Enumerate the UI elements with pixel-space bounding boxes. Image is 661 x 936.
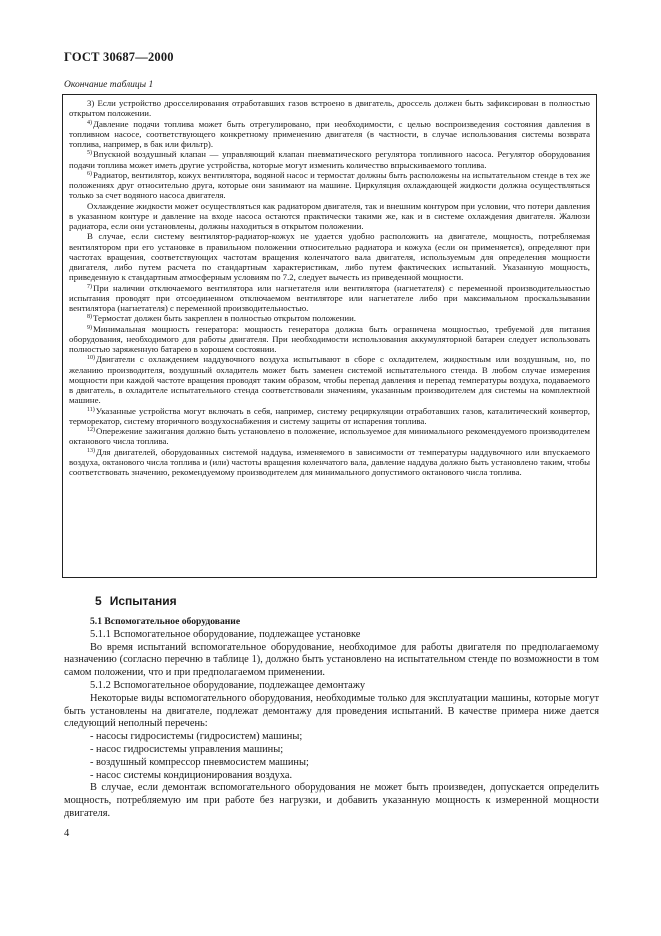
section-body — [64, 616, 599, 821]
footnote-mark: 6) — [87, 170, 92, 177]
table-note: В случае, если систему вентилятор-радиатор-кожух не удается удобно расположить на двигателе, мощность, потребляемая вентилятором при его установке в правильном положении относительно радиатора и кожуха (если он применяется), определяют при частотах вращения, соответствующих частотам вращения коленчатого вала двигателя, используемым для определения мощности двигателя, либо путем расчета по стандартным характеристикам, либо путем фактических испытаний. Указанную мощность, приведенную к стандартным атмосферным условиям по 7.2, следует вычесть из приведенной мощности. — [69, 231, 590, 283]
paragraph-final: В случае, если демонтаж вспомогательного оборудования не может быть произведен, допускается определить мощность, потребляемую им при работе без нагрузки, и добавить указанную мощность к измеренной мощности двигателя. — [64, 782, 599, 819]
footnote-mark: 4) — [87, 119, 92, 126]
footnote-mark: 9) — [87, 324, 92, 331]
table-notes-box — [62, 94, 597, 578]
paragraph-511: Во время испытаний вспомогательное оборудование, необходимое для работы двигателя по предполагаемому назначению (согласно перечню в таблице 1), должно быть установлено на испытательном стенде по возможности в том самом положении, что и при предполагаемом применении. — [64, 641, 599, 679]
table-note: $^{13)}$Для двигателей, оборудованных системой наддува, изменяемого в зависимости от температуры наддувочного или впускаемого воздуха, октанового числа топлива и (или) частоты вращения коленчатого вала, давление наддува должно быть установлено таким, чтобы соответствовать значению, рекомендуемому производителем для минимального допустимого октанового числа топлива. — [69, 446, 590, 477]
footnote-mark: 10) — [87, 355, 95, 362]
table-note: $^{4)}$Давление подачи топлива может быть отрегулировано, при необходимости, с целью воспроизведения состояния давления в топливном насосе, соответствующего конкретному применению двигателя (в частности, в случае использования системы возврата топлива, например, в бак или фильтр). — [69, 118, 590, 149]
table-note: $^{12)}$Опережение зажигания должно быть установлено в положение, используемое для минимального рекомендуемого производителем октанового числа топлива. — [69, 426, 590, 447]
footnote-mark: 8) — [87, 314, 92, 321]
list-item: - насосы гидросистемы (гидросистем) машины; — [90, 731, 303, 743]
table-note: $^{7)}$При наличии отключаемого вентилятора или нагнетателя или вентилятора (нагнетателя) с переменной производительностью испытания проводят при отсоединенном отключаемом вентиляторе или нагнетателе либо при максимальном проскальзывании вентилятора (нагнетателя) с переменной производительностью. — [69, 282, 590, 313]
table-note: $^{11)}$Указанные устройства могут включать в себя, например, систему рециркуляции отработавших газов, каталитический конвертор, терморекатор, систему вторичного воздухоснабжения и систему защиты от испарения топлива. — [69, 405, 590, 426]
page-number: 4 — [64, 828, 70, 839]
item-heading-512: 5.1.2 Вспомогательное оборудование, подлежащее демонтажу — [90, 679, 366, 691]
footnote-mark: 11) — [87, 406, 95, 413]
subsection-heading: 5.1 Вспомогательное оборудование — [90, 616, 241, 627]
table-caption: Окончание таблицы 1 — [64, 80, 154, 90]
table-note: $^{9)}$Минимальная мощность генератора: мощность генератора должна быть ограничена мощностью, требуемой для питания оборудования, необходимого для работы двигателя. При необходимости использования аккумуляторной батареи следует использовать полностью заряженную батарею в хорошем состоянии. — [69, 323, 590, 354]
table-note: 3) Если устройство дросселирования отработавших газов встроено в двигатель, дроссель должен быть зафиксирован в полностью открытом положении. — [69, 98, 590, 119]
paragraph-512: Некоторые виды вспомогательного оборудования, необходимые только для эксплуатации машины, которые могут быть установлены на двигателе, подлежат демонтажу для проведения испытаний. В качестве примера ниже дается следующий неполный перечень: — [64, 692, 599, 730]
list-item: - насос системы кондиционирования воздуха. — [90, 769, 293, 781]
footnote-mark: 12) — [87, 427, 95, 433]
list-item: - насос гидросистемы управления машины; — [90, 743, 284, 755]
table-note: $^{10)}$Двигатели с охлаждением наддувочного воздуха испытывают в сборе с охладителем, жидкостным или воздушным, но, по желанию производителя, воздушный охладитель может быть заменен системой испытательного стенда. В любом случае измерения мощности при каждой частоте вращения проводят таким образом, чтобы перепад давления и перепад температуры воздуха, подаваемого в двигатель, в охладителе испытательного стенда соответствовали значениям, указанным производителем для системы на комплектной машине. — [69, 354, 590, 406]
footnote-mark: 5) — [87, 150, 92, 157]
footnote-mark: 7) — [87, 283, 92, 290]
footnote-mark: 13) — [87, 447, 95, 454]
section-heading — [95, 594, 177, 608]
table-note: $^{8)}$Термостат должен быть закреплен в полностью открытом положении. — [87, 313, 356, 324]
standard-id: ГОСТ 30687—2000 — [64, 50, 174, 64]
equipment-list — [64, 731, 599, 782]
list-item: - воздушный компрессор пневмосистем машины; — [90, 756, 309, 768]
table-note: $^{6)}$Радиатор, вентилятор, кожух вентилятора, водяной насос и термостат должны быть расположены на испытательном стенде в тех же положениях друг относительно друга, которые они занимают на машине. Циркуляция охлаждающей жидкости должна осуществляться только за счет водяного насоса двигателя. — [69, 169, 590, 201]
table-note: Охлаждение жидкости может осуществляться как радиатором двигателя, так и внешним контуром при условии, что потери давления в указанном контуре и давление на входе насоса остаются практически такими же, как и в системе охлаждения двигателя. Жалюзи радиатора, если они установлены, должны находиться в открытом положении. — [69, 200, 590, 231]
section-number: 5 — [95, 594, 102, 608]
table-note: $^{5)}$Впускной воздушный клапан — управляющий клапан пневматического регулятора топливного насоса. Регулятор оборудования подачи топлива может иметь другие устройства, которые могут изменить количество впрыскиваемого топлива. — [69, 149, 590, 170]
item-heading-511: 5.1.1 Вспомогательное оборудование, подлежащее установке — [90, 628, 361, 640]
section-title: Испытания — [109, 594, 177, 608]
